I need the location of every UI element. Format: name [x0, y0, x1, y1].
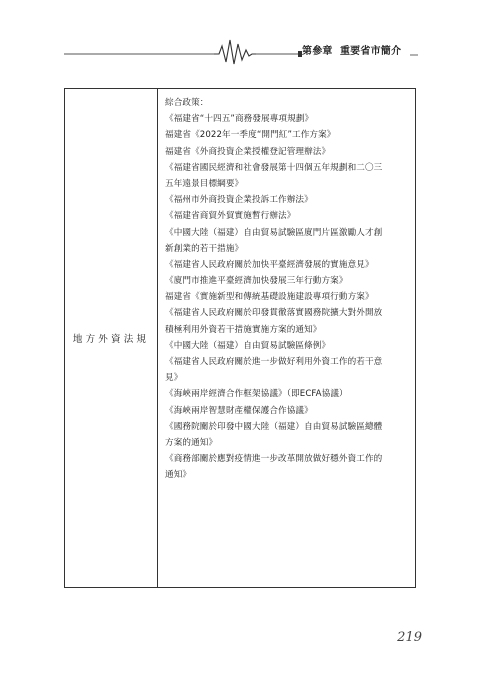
- list-item: 《中國大陸（福建）自由貿易試驗區條例》: [165, 340, 331, 351]
- list-item: 五年遠景目標綱要》: [165, 178, 244, 189]
- list-item: 綜合政策：: [165, 98, 209, 108]
- list-item: 《海峽兩岸智慧財產權保護合作協議》: [165, 405, 313, 416]
- list-item: 《商務部關於應對疫情進一步改革開放做好穩外資工作的: [165, 454, 383, 465]
- list-item: 《國務院關於印發中國大陸（福建）自由貿易試驗區總體: [165, 421, 383, 432]
- list-item: 福建省《外商投資企業授權登記管理辦法》: [165, 146, 331, 157]
- list-item: 積極利用外資若干措施實施方案的通知》: [165, 324, 322, 335]
- list-item: 《福建省“十四五”商務發展專項規劃》: [165, 114, 314, 125]
- list-item: 《福州市外商投資企業投訴工作辦法》: [165, 195, 313, 206]
- list-item: 《福建省人民政府關於印發貫徹落實國務院擴大對外開放: [165, 308, 383, 319]
- page-number: 219: [397, 630, 422, 645]
- list-item: 《福建省商貿外貿實施暫行辦法》: [165, 211, 296, 222]
- chapter-name: 重要省市簡介: [339, 46, 402, 57]
- regulations-table: [64, 88, 416, 588]
- list-item: 見》: [165, 373, 183, 384]
- list-item: 新創業的若干措施》: [165, 243, 244, 254]
- list-item: 福建省《實施新型和傳統基礎設施建設專項行動方案》: [165, 292, 374, 303]
- heartbeat-line-icon: [214, 40, 256, 64]
- page-header: [0, 0, 480, 70]
- category-label: 地方外資法規: [72, 334, 150, 345]
- list-item: 《福建省人民政府關於進一步做好利用外資工作的若干意: [165, 357, 383, 367]
- list-item: 《福建省人民政府關於加快平臺經濟發展的實施意見》: [165, 259, 374, 270]
- list-item: 《海峽兩岸經濟合作框架協議》（即ECFA協議）: [165, 389, 348, 400]
- list-item: 《福建省國民經濟和社會發展第十四個五年規劃和二〇三: [165, 162, 383, 173]
- category-cell: [65, 89, 158, 587]
- chapter-title: [302, 43, 422, 60]
- regulation-list: [165, 95, 410, 585]
- list-item: 福建省《2022年一季度“開門紅”工作方案》: [165, 130, 336, 141]
- list-item: 《中國大陸（福建）自由貿易試驗區廈門片區激勵人才創: [165, 227, 383, 238]
- list-item: 《廈門市推進平臺經濟加快發展三年行動方案》: [165, 276, 348, 287]
- chapter-number: 第參章: [302, 46, 333, 57]
- list-item: 通知》: [165, 470, 192, 481]
- list-item: 方案的通知》: [165, 437, 218, 448]
